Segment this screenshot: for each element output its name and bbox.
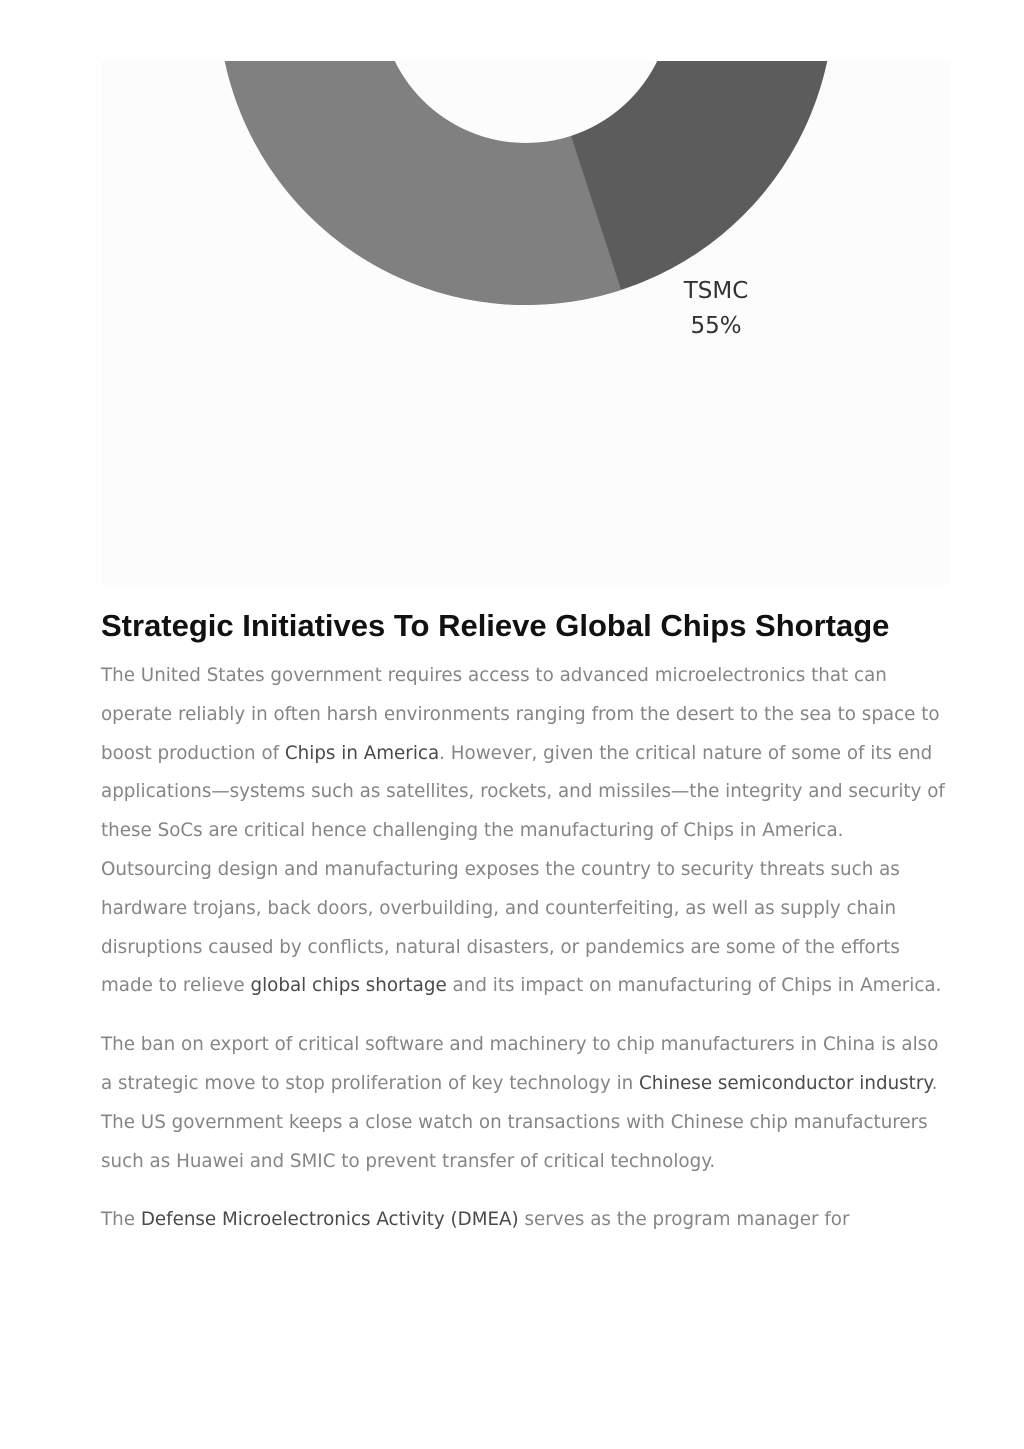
paragraph-chips-in-america <box>101 657 951 1006</box>
paragraph-text: . However, given the critical nature of some of its end applications—systems such as satellites, rockets, and missiles—the integrity and security of these SoCs are critical hence challenging the manufacturing of Chips in America. Outsourcing design and manufacturing exposes the country to security threats such as hardware trojans, back doors, overbuilding, and counterfeiting, as well as supply chain disruptions caused by conflicts, natural disasters, or pandemics are some of the efforts made to relieve <box>101 742 945 997</box>
paragraph-text: The ban on export of critical software and machinery to chip manufacturers in China is also a strategic move to stop proliferation of key technology in <box>101 1034 939 1094</box>
article-section <box>101 594 951 1260</box>
link-global-chips-shortage[interactable]: global chips shortage <box>250 975 447 997</box>
paragraph-text: and its impact on manufacturing of Chips in America. <box>446 975 942 997</box>
link-dmea[interactable]: Defense Microelectronics Activity (DMEA) <box>140 1209 519 1231</box>
paragraph-export-ban <box>101 1026 951 1181</box>
paragraph-text: The United States government requires access to advanced microelectronics that can operate reliably in often harsh environments ranging from the desert to the sea to space to boost production of <box>101 665 940 764</box>
donut-chart-svg <box>101 61 950 585</box>
paragraph-dmea <box>101 1201 951 1240</box>
paragraph-text: The <box>101 1209 141 1231</box>
paragraph-text: serves as the program manager for <box>518 1209 850 1231</box>
section-heading: Strategic Initiatives To Relieve Global Chips Shortage <box>101 608 890 643</box>
slice-value-tsmc: 55% <box>690 313 742 339</box>
market-share-donut-chart <box>101 61 950 585</box>
link-chips-in-america[interactable]: Chips in America <box>284 742 440 764</box>
slice-label-tsmc: TSMC <box>683 278 749 304</box>
paragraph-text: . The US government keeps a close watch on transactions with Chinese chip manufacturers such as Huawei and SMIC to prevent transfer of critical technology. <box>101 1072 938 1172</box>
link-chinese-semiconductor-industry[interactable]: Chinese semiconductor industry <box>639 1072 932 1094</box>
